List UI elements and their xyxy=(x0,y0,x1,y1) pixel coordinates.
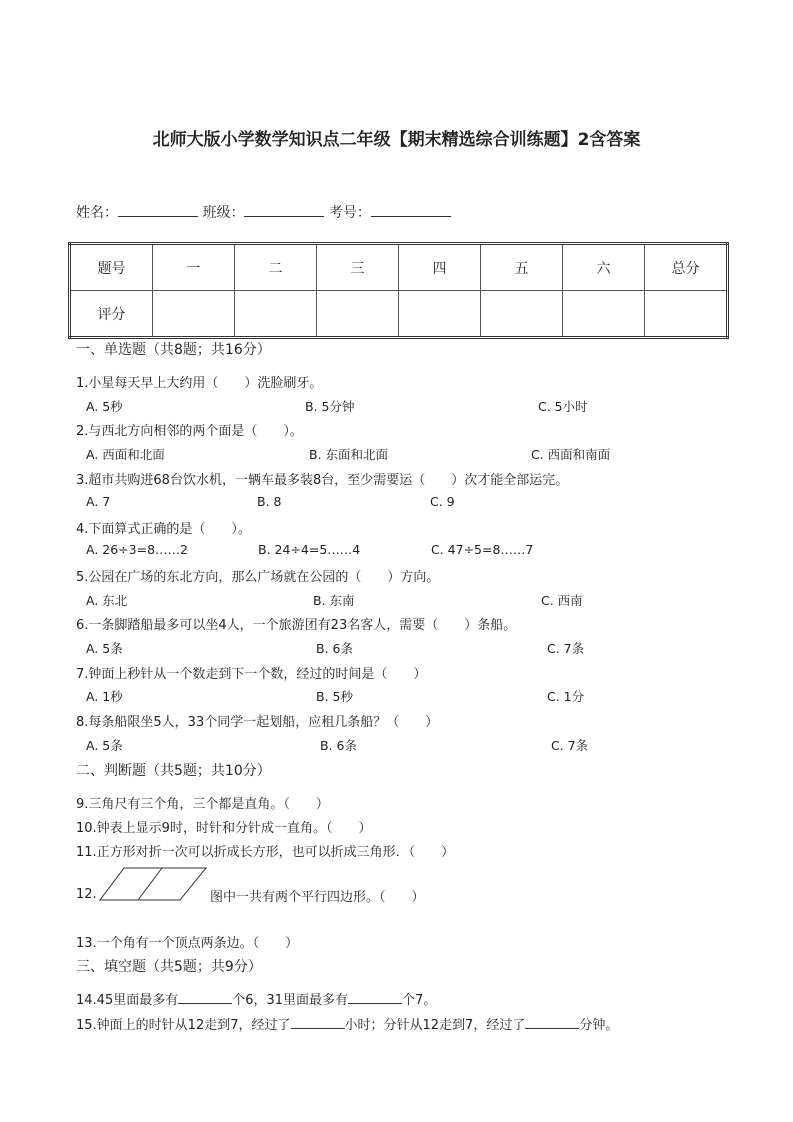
option-b[interactable]: B. 6条 xyxy=(316,641,353,656)
question-text: 6.一条脚踏船最多可以坐4人，一个旅游团有23名客人，需要（ ）条船。 xyxy=(76,618,517,633)
section-heading: 二、判断题（共5题；共10分） xyxy=(76,763,271,779)
option-b[interactable]: B. 5分钟 xyxy=(305,399,355,414)
score-header-cell: 六 xyxy=(563,244,645,291)
question-text: 11.正方形对折一次可以折成长方形，也可以折成三角形．（ ） xyxy=(76,845,455,860)
question-text: 2.与西北方向相邻的两个面是（ ）。 xyxy=(76,424,303,439)
option-a[interactable]: A. 5条 xyxy=(86,738,123,753)
score-header-cell: 总分 xyxy=(645,244,728,291)
answer-blank[interactable] xyxy=(178,1003,232,1004)
score-header-cell: 二 xyxy=(235,244,317,291)
question-text: 13.一个角有一个顶点两条边。（ ） xyxy=(76,936,299,951)
score-cell[interactable] xyxy=(645,291,728,338)
name-label: 姓名： xyxy=(76,205,118,221)
score-cell[interactable] xyxy=(317,291,399,338)
answer-blank[interactable] xyxy=(291,1028,345,1029)
option-a[interactable]: A. 西面和北面 xyxy=(86,447,165,462)
option-b[interactable]: B. 8 xyxy=(257,494,282,509)
question-text xyxy=(76,989,436,1008)
option-b[interactable]: B. 24÷4=5……4 xyxy=(258,542,361,557)
option-c[interactable]: C. 7条 xyxy=(547,641,585,656)
name-blank[interactable] xyxy=(118,216,198,217)
exam-number-blank[interactable] xyxy=(371,216,451,217)
section-heading: 一、单选题（共8题；共16分） xyxy=(76,342,271,358)
question-text: 10.钟表上显示9时，时针和分针成一直角。（ ） xyxy=(76,821,372,836)
student-info xyxy=(76,202,451,222)
option-b[interactable]: B. 5秒 xyxy=(316,689,353,704)
question-part: 15.钟面上的时针从12走到7，经过了 xyxy=(76,1018,291,1033)
score-header-row xyxy=(70,244,728,291)
question-text: 7.钟面上秒针从一个数走到下一个数，经过的时间是（ ） xyxy=(76,667,427,682)
question-text: 图中一共有两个平行四边形。（ ） xyxy=(210,890,425,905)
option-c[interactable]: C. 9 xyxy=(430,494,455,509)
question-text: 9.三角尺有三个角，三个都是直角。（ ） xyxy=(76,797,329,812)
exam-number-label: 考号： xyxy=(328,205,371,221)
score-header-cell: 题号 xyxy=(70,244,153,291)
score-table xyxy=(68,242,729,339)
score-cell[interactable] xyxy=(563,291,645,338)
question-text xyxy=(76,1014,618,1033)
question-text: 1.小星每天早上大约用（ ）洗脸刷牙。 xyxy=(76,376,323,391)
option-c[interactable]: C. 7条 xyxy=(551,738,589,753)
question-number: 12. xyxy=(76,887,97,902)
question-part: 小时；分针从12走到7，经过了 xyxy=(344,1018,526,1033)
score-header-cell: 五 xyxy=(481,244,563,291)
option-c[interactable]: C. 1分 xyxy=(547,689,585,704)
score-row-label: 评分 xyxy=(70,291,153,338)
score-header-cell: 一 xyxy=(153,244,235,291)
score-row xyxy=(70,291,728,338)
question-text: 4.下面算式正确的是（ ）。 xyxy=(76,522,251,537)
option-a[interactable]: A. 5条 xyxy=(86,641,123,656)
question-part: 分钟。 xyxy=(579,1018,619,1033)
option-c[interactable]: C. 西面和南面 xyxy=(531,447,611,462)
option-a[interactable]: A. 1秒 xyxy=(86,689,123,704)
parallelogram-figure xyxy=(98,866,208,902)
option-c[interactable]: C. 5小时 xyxy=(538,399,588,414)
score-cell[interactable] xyxy=(153,291,235,338)
page-title: 北师大版小学数学知识点二年级【期末精选综合训练题】2含答案 xyxy=(152,130,641,150)
option-a[interactable]: A. 5秒 xyxy=(86,399,123,414)
option-c[interactable]: C. 西南 xyxy=(541,593,583,608)
class-label: 班级： xyxy=(202,205,245,221)
score-cell[interactable] xyxy=(235,291,317,338)
option-a[interactable]: A. 26÷3=8……2 xyxy=(86,542,188,557)
question-text: 5.公园在广场的东北方向，那么广场就在公园的（ ）方向。 xyxy=(76,570,440,585)
score-cell[interactable] xyxy=(481,291,563,338)
score-header-cell: 三 xyxy=(317,244,399,291)
question-text: 8.每条船限坐5人，33个同学一起划船，应租几条船？（ ） xyxy=(76,715,439,730)
answer-blank[interactable] xyxy=(525,1028,579,1029)
option-b[interactable]: B. 东面和北面 xyxy=(309,447,389,462)
class-blank[interactable] xyxy=(244,216,324,217)
option-a[interactable]: A. 东北 xyxy=(86,593,128,608)
parallelogram-outline xyxy=(100,868,206,900)
question-part: 个6，31里面最多有 xyxy=(232,993,349,1008)
question-part: 个7。 xyxy=(402,993,437,1008)
question-text: 3.超市共购进68台饮水机，一辆车最多装8台，至少需要运（ ）次才能全部运完。 xyxy=(76,473,569,488)
option-b[interactable]: B. 6条 xyxy=(320,738,357,753)
divider-line xyxy=(138,868,162,900)
section-heading: 三、填空题（共5题；共9分） xyxy=(76,959,262,975)
option-a[interactable]: A. 7 xyxy=(86,494,111,509)
score-cell[interactable] xyxy=(399,291,481,338)
score-header-cell: 四 xyxy=(399,244,481,291)
option-c[interactable]: C. 47÷5=8……7 xyxy=(431,542,534,557)
answer-blank[interactable] xyxy=(348,1003,402,1004)
option-b[interactable]: B. 东南 xyxy=(313,593,355,608)
question-part: 14.45里面最多有 xyxy=(76,993,179,1008)
